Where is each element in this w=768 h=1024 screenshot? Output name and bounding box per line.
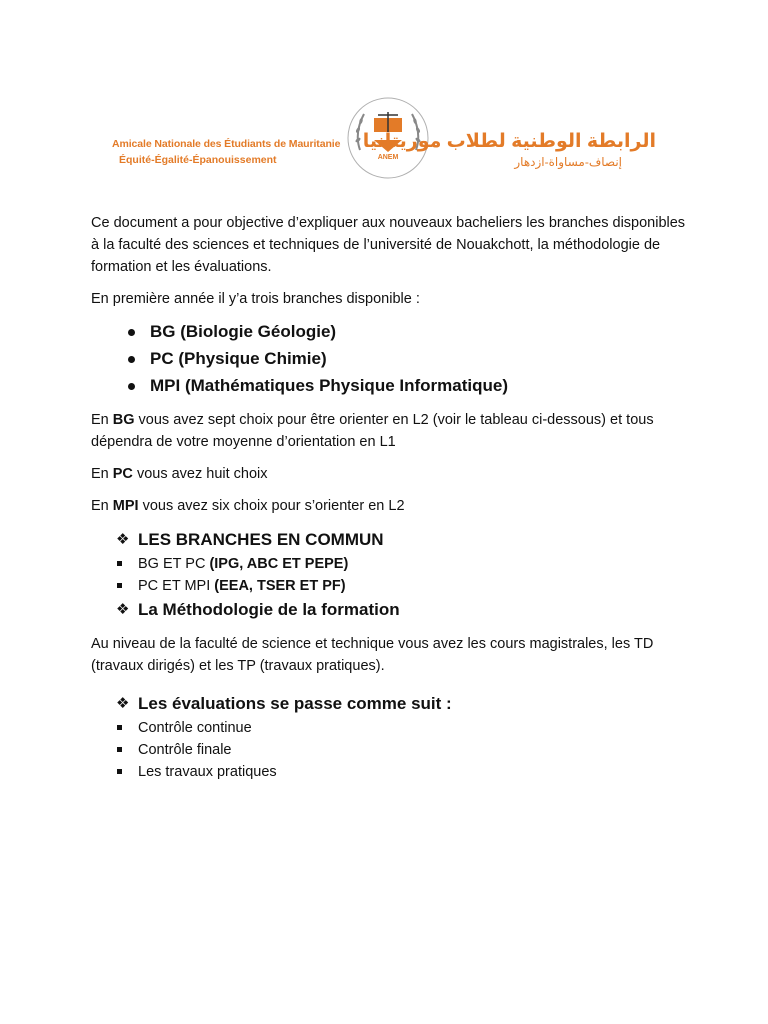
french-org-motto: Équité-Égalité-Épanouissement	[119, 154, 277, 166]
arabic-org-motto: إنصاف-مساواة-ازدهار	[514, 155, 622, 169]
square-bullet-icon	[117, 747, 122, 752]
branches-list	[91, 318, 691, 399]
document-body	[91, 212, 691, 783]
branches-intro: En première année il y’a trois branches disponible :	[91, 291, 420, 307]
document-header	[0, 0, 768, 200]
bullet-icon	[128, 329, 135, 336]
intro-paragraph: Ce document a pour objective d’expliquer aux nouveaux bacheliers les branches disponibles à la faculté des sciences et techniques de l’université de Nouakchott, la méthodologie de formation et les évaluations.	[91, 215, 686, 275]
french-org-block	[112, 138, 340, 166]
list-item: Contrôle continue	[91, 717, 691, 739]
diamond-bullet-icon: ❖	[116, 601, 130, 618]
common-branches-heading: ❖ LES BRANCHES EN COMMUN	[91, 527, 691, 553]
evaluations-heading: ❖ Les évaluations se passe comme suit :	[91, 691, 691, 717]
bullet-icon	[128, 356, 135, 363]
bg-paragraph: En BG vous avez sept choix pour être orienter en L2 (voir le tableau ci-dessous) et tous dépendra de votre moyenne d’orientation en L1	[91, 412, 654, 450]
list-item: Les travaux pratiques	[91, 761, 691, 783]
french-org-name: Amicale Nationale des Étudiants de Mauritanie	[112, 138, 341, 150]
list-item: PC ET MPI (EEA, TSER ET PF)	[91, 575, 691, 597]
mpi-paragraph: En MPI vous avez six choix pour s’orienter en L2	[91, 498, 405, 514]
common-branches-list	[91, 553, 691, 597]
list-item: MPI (Mathématiques Physique Informatique)	[91, 372, 691, 399]
list-item: BG ET PC (IPG, ABC ET PEPE)	[91, 553, 691, 575]
list-item: BG (Biologie Géologie)	[91, 318, 691, 345]
diamond-bullet-icon: ❖	[116, 695, 130, 712]
diamond-bullet-icon: ❖	[116, 531, 130, 548]
emblem-logo-text: ANEM	[377, 154, 399, 161]
bullet-icon	[128, 383, 135, 390]
list-item: Contrôle finale	[91, 739, 691, 761]
evaluations-list	[91, 717, 691, 783]
square-bullet-icon	[117, 769, 122, 774]
square-bullet-icon	[117, 725, 122, 730]
methodology-paragraph: Au niveau de la faculté de science et technique vous avez les cours magistrales, les TD (travaux dirigés) et les TP (travaux pratiques).	[91, 636, 654, 674]
square-bullet-icon	[117, 583, 122, 588]
pc-paragraph: En PC vous avez huit choix	[91, 466, 268, 482]
methodology-heading: ❖ La Méthodologie de la formation	[91, 597, 691, 623]
square-bullet-icon	[117, 561, 122, 566]
list-item: PC (Physique Chimie)	[91, 345, 691, 372]
arabic-org-block	[363, 130, 656, 169]
arabic-org-name: الرابطة الوطنية لطلاب موريتانيا	[362, 131, 656, 152]
